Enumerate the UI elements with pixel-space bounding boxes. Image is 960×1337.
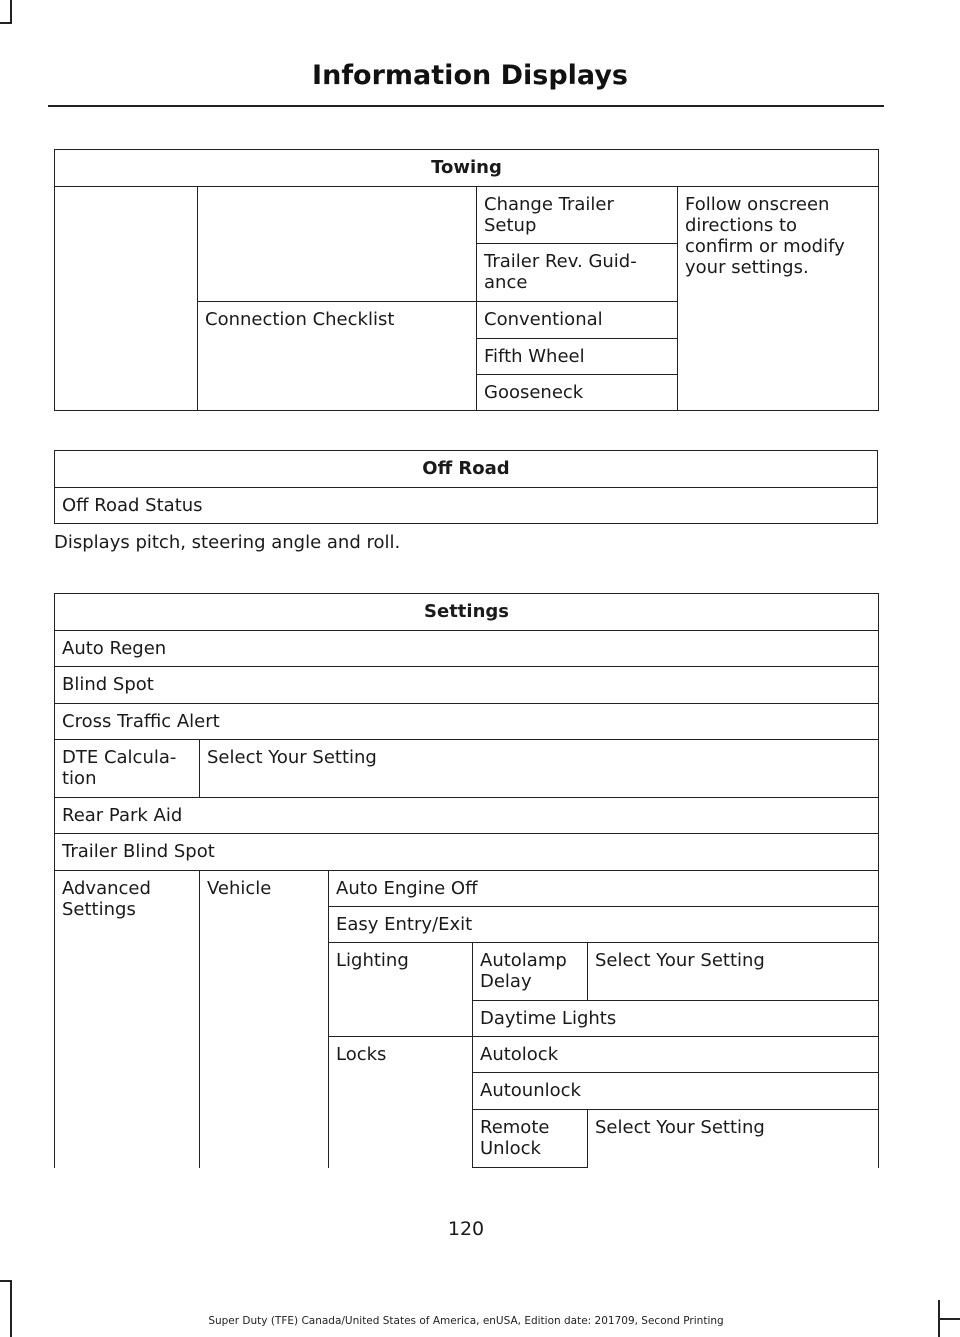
remote-unlock: Remote Unlock [473, 1110, 588, 1168]
settings-table [54, 593, 879, 1168]
autounlock: Autounlock [473, 1073, 879, 1110]
towing-empty-cell-1 [55, 187, 198, 411]
dte-calculation: DTE Calcula-tion [55, 740, 200, 798]
rear-park-aid: Rear Park Aid [55, 798, 879, 834]
cross-traffic-alert: Cross Traffic Alert [55, 704, 879, 740]
crop-mark-top-left [10, 0, 12, 22]
towing-table [54, 149, 879, 411]
autolamp-delay: Autolamp Delay [473, 943, 588, 1001]
towing-table-title: Towing [55, 150, 879, 187]
daytime-lights: Daytime Lights [473, 1001, 879, 1037]
easy-entry-exit: Easy Entry/Exit [329, 907, 879, 943]
follow-directions-note: Follow onscreen directions to confirm or modify your settings. [678, 187, 879, 411]
footer-text: Super Duty (TFE) Canada/United States of America, enUSA, Edition date: 201709, Second Printing [208, 1315, 724, 1327]
crop-mark-top-left-h [0, 22, 12, 24]
off-road-status: Off Road Status [55, 488, 878, 524]
gooseneck: Gooseneck [477, 375, 678, 411]
change-trailer-setup: Change Trailer Setup [477, 187, 678, 244]
off-road-caption: Displays pitch, steering angle and roll. [54, 532, 401, 553]
crop-mark-bottom-left-h [0, 1280, 12, 1282]
locks: Locks [329, 1037, 473, 1168]
remote-unlock-select-setting: Select Your Setting [588, 1110, 879, 1168]
conventional: Conventional [477, 302, 678, 339]
blind-spot: Blind Spot [55, 667, 879, 704]
auto-regen: Auto Regen [55, 631, 879, 667]
off-road-table [54, 450, 878, 524]
auto-engine-off: Auto Engine Off [329, 871, 879, 907]
advanced-settings: Advanced Settings [55, 871, 200, 1168]
crop-mark-bottom-right-h [938, 1318, 960, 1320]
fifth-wheel: Fifth Wheel [477, 339, 678, 375]
dte-select-setting: Select Your Setting [200, 740, 879, 798]
header-divider [48, 105, 884, 107]
trailer-rev-guidance: Trailer Rev. Guid-ance [477, 244, 678, 302]
vehicle: Vehicle [200, 871, 329, 1168]
settings-table-title: Settings [55, 594, 879, 631]
off-road-table-title: Off Road [55, 451, 878, 488]
page-title: Information Displays [312, 60, 628, 91]
crop-mark-bottom-left [10, 1280, 12, 1337]
autolock: Autolock [473, 1037, 879, 1073]
trailer-blind-spot: Trailer Blind Spot [55, 834, 879, 871]
lighting: Lighting [329, 943, 473, 1037]
connection-checklist: Connection Checklist [198, 302, 477, 411]
autolamp-select-setting: Select Your Setting [588, 943, 879, 1001]
towing-empty-cell-2 [198, 187, 477, 302]
page-number: 120 [447, 1218, 485, 1240]
